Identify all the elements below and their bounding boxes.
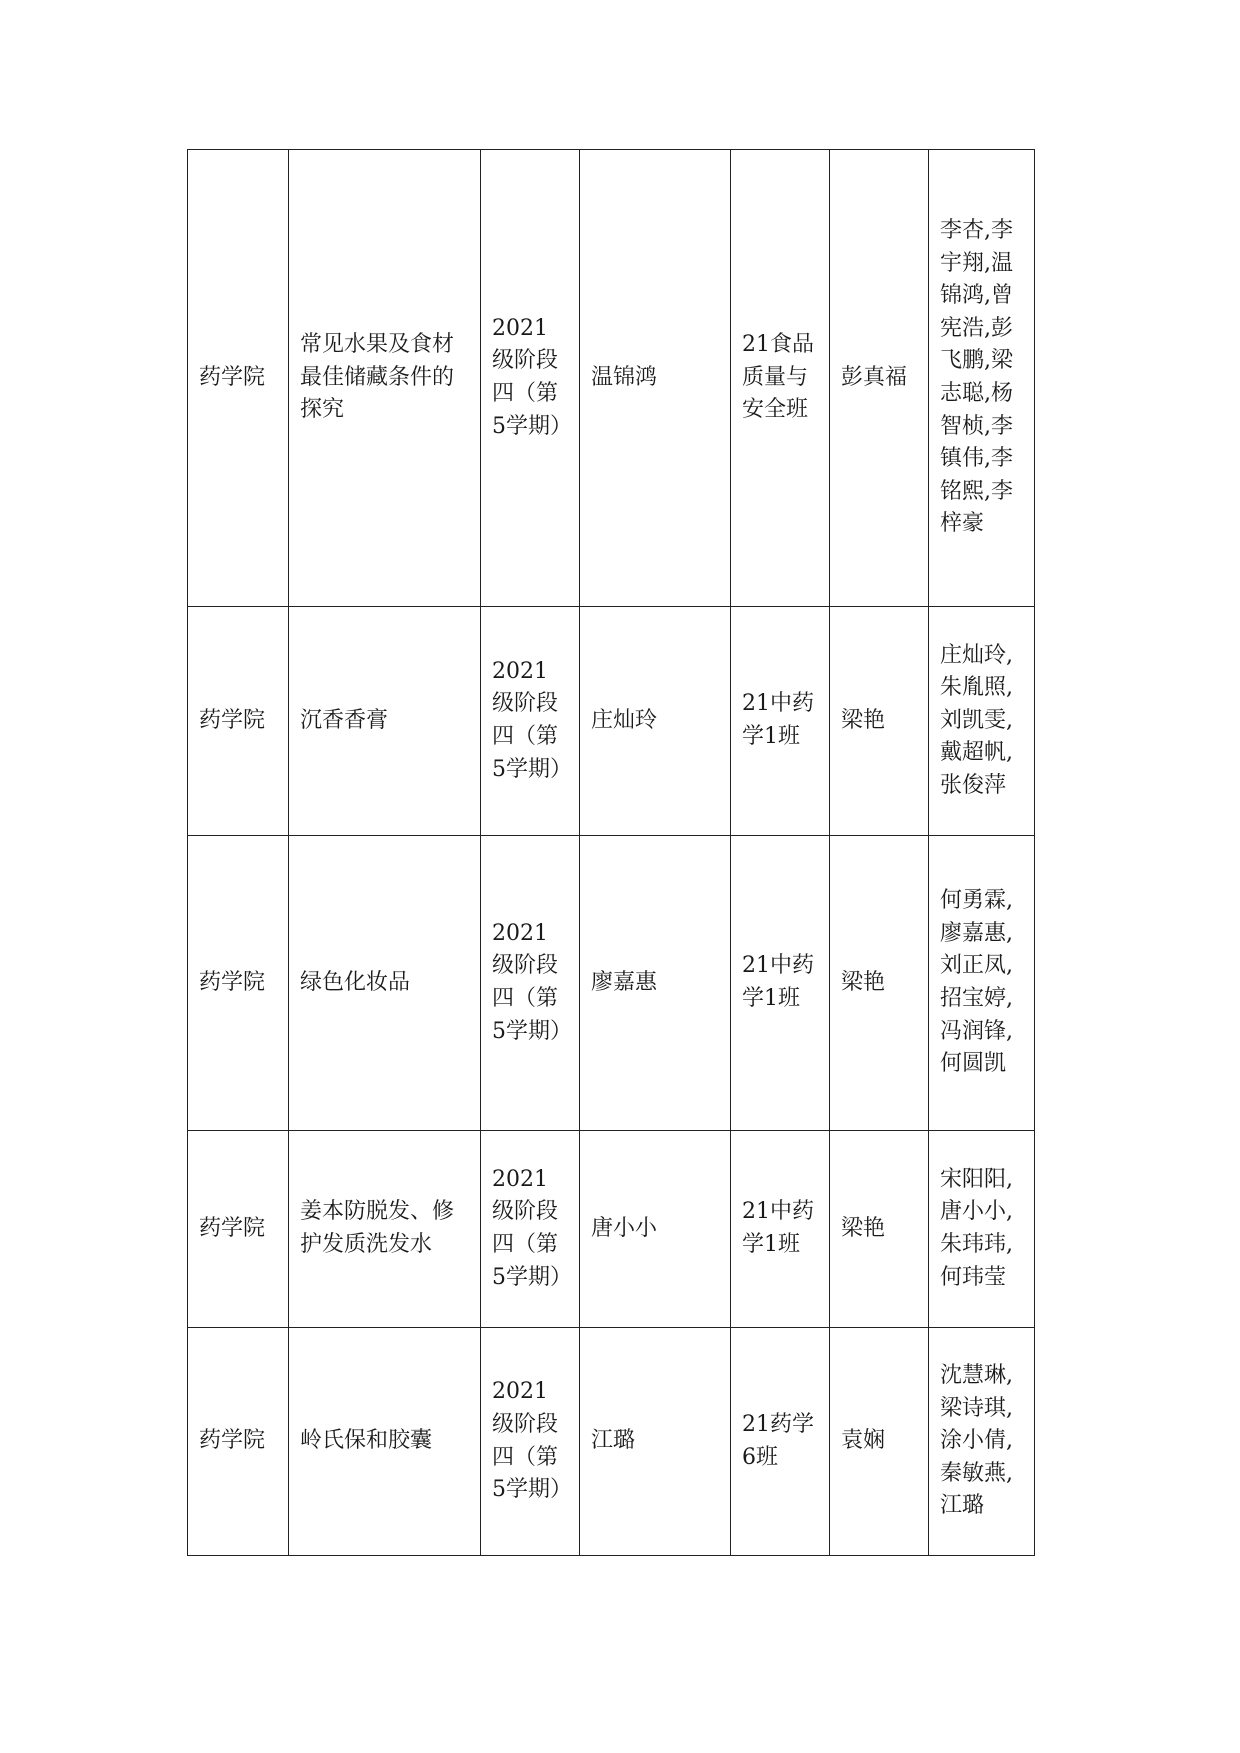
members-cell: 宋阳阳,唐小小,朱玮玮,何玮莹 [929,1131,1035,1328]
table-row [188,836,1035,1131]
advisor-cell: 袁娴 [830,1328,929,1556]
project-name-cell: 常见水果及食材最佳储藏条件的探究 [289,150,481,607]
table-row [188,1328,1035,1556]
advisor-cell: 彭真福 [830,150,929,607]
class-cell: 21中药学1班 [731,836,830,1131]
class-cell: 21中药学1班 [731,607,830,836]
stage-cell: 2021级阶段四（第5学期） [481,150,580,607]
class-cell: 21中药学1班 [731,1131,830,1328]
college-cell: 药学院 [188,607,289,836]
project-name-cell: 岭氏保和胶囊 [289,1328,481,1556]
advisor-cell: 梁艳 [830,1131,929,1328]
members-cell: 沈慧琳,梁诗琪,涂小倩,秦敏燕,江璐 [929,1328,1035,1556]
project-name-cell: 绿色化妆品 [289,836,481,1131]
table-row [188,1131,1035,1328]
class-cell: 21食品质量与安全班 [731,150,830,607]
class-cell: 21药学6班 [731,1328,830,1556]
leader-cell: 江璐 [580,1328,731,1556]
college-cell: 药学院 [188,836,289,1131]
advisor-cell: 梁艳 [830,836,929,1131]
members-cell: 庄灿玲,朱胤照,刘凯雯,戴超帆,张俊萍 [929,607,1035,836]
projects-table [187,149,1035,1556]
advisor-cell: 梁艳 [830,607,929,836]
stage-cell: 2021级阶段四（第5学期） [481,1131,580,1328]
project-name-cell: 沉香香膏 [289,607,481,836]
project-name-cell: 姜本防脱发、修护发质洗发水 [289,1131,481,1328]
table-row [188,607,1035,836]
leader-cell: 唐小小 [580,1131,731,1328]
members-cell: 何勇霖,廖嘉惠,刘正凤,招宝婷,冯润锋,何圆凯 [929,836,1035,1131]
stage-cell: 2021级阶段四（第5学期） [481,1328,580,1556]
college-cell: 药学院 [188,150,289,607]
table-row [188,150,1035,607]
college-cell: 药学院 [188,1328,289,1556]
members-cell: 李杏,李宇翔,温锦鸿,曾宪浩,彭飞鹏,梁志聪,杨智桢,李镇伟,李铭熙,李梓豪 [929,150,1035,607]
leader-cell: 温锦鸿 [580,150,731,607]
stage-cell: 2021级阶段四（第5学期） [481,836,580,1131]
leader-cell: 廖嘉惠 [580,836,731,1131]
stage-cell: 2021级阶段四（第5学期） [481,607,580,836]
leader-cell: 庄灿玲 [580,607,731,836]
college-cell: 药学院 [188,1131,289,1328]
